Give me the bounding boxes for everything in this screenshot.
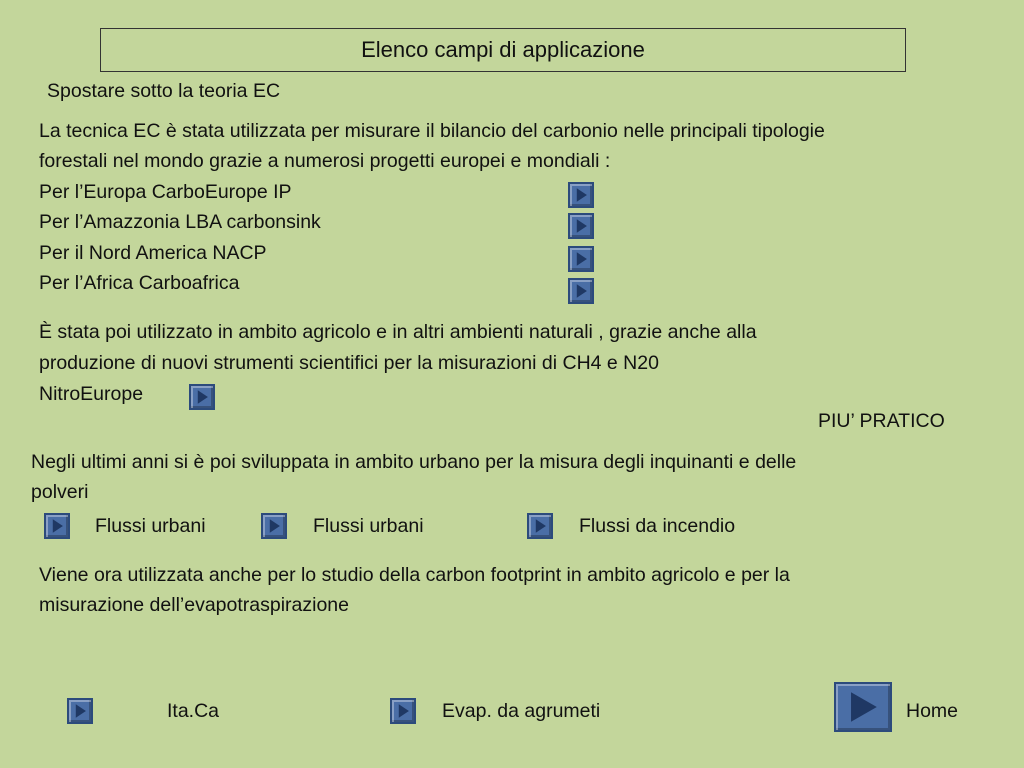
intro-line-1: La tecnica EC è stata utilizzata per misurare il bilancio del carbonio nelle principali tipologie (39, 120, 825, 142)
play-arrow-icon (529, 515, 551, 537)
slide-title-text: Elenco campi di applicazione (361, 37, 645, 62)
nitroeurope-link-button[interactable] (189, 384, 215, 410)
evap-agrumeti-link-button[interactable] (390, 698, 416, 724)
project-africa: Per l’Africa Carboafrica (39, 272, 240, 294)
agri-line-1: È stata poi utilizzato in ambito agricolo e in altri ambienti naturali , grazie anche alla (39, 321, 757, 343)
urban-line-2: polveri (31, 481, 89, 503)
carbon-line-2: misurazione dell’evapotraspirazione (39, 594, 350, 616)
flussi-urbani-2-button[interactable] (261, 513, 287, 539)
urban-line-1: Negli ultimi anni si è poi sviluppata in ambito urbano per la misura degli inquinanti e delle (31, 451, 797, 473)
project-north-america: Per il Nord America NACP (39, 242, 267, 264)
play-arrow-icon (69, 700, 91, 722)
play-arrow-icon (570, 280, 592, 302)
agri-line-2: produzione di nuovi strumenti scientifici per la misurazioni di CH4 e N20 (39, 352, 659, 374)
note-text: Spostare sotto la teoria EC (47, 80, 281, 102)
slide-title (100, 28, 906, 72)
flussi-incendio-button[interactable] (527, 513, 553, 539)
flussi-urbani-1-label: Flussi urbani (95, 515, 206, 537)
play-arrow-icon (46, 515, 68, 537)
intro-line-2: forestali nel mondo grazie a numerosi progetti europei e mondiali : (39, 150, 611, 172)
play-arrow-icon (392, 700, 414, 722)
carbon-line-1: Viene ora utilizzata anche per lo studio della carbon footprint in ambito agricolo e per la (39, 564, 790, 586)
home-button[interactable] (834, 682, 892, 732)
project-europe: Per l’Europa CarboEurope IP (39, 181, 292, 203)
itaca-label: Ita.Ca (167, 700, 220, 722)
itaca-link-button[interactable] (67, 698, 93, 724)
nitroeurope-label: NitroEurope (39, 383, 144, 405)
piu-pratico-label: PIU’ PRATICO (818, 410, 945, 432)
carboeurope-link-button[interactable] (568, 182, 594, 208)
flussi-urbani-1-button[interactable] (44, 513, 70, 539)
evap-agrumeti-label: Evap. da agrumeti (442, 700, 601, 722)
carboafrica-link-button[interactable] (568, 278, 594, 304)
play-arrow-icon (263, 515, 285, 537)
play-arrow-icon (570, 184, 592, 206)
project-amazonia: Per l’Amazzonia LBA carbonsink (39, 211, 321, 233)
lba-carbonsink-link-button[interactable] (568, 213, 594, 239)
play-arrow-icon (570, 248, 592, 270)
nacp-link-button[interactable] (568, 246, 594, 272)
play-arrow-icon (191, 386, 213, 408)
flussi-urbani-2-label: Flussi urbani (313, 515, 424, 537)
play-arrow-icon (836, 684, 890, 730)
play-arrow-icon (570, 215, 592, 237)
home-label: Home (906, 700, 959, 722)
flussi-incendio-label: Flussi da incendio (579, 515, 736, 537)
